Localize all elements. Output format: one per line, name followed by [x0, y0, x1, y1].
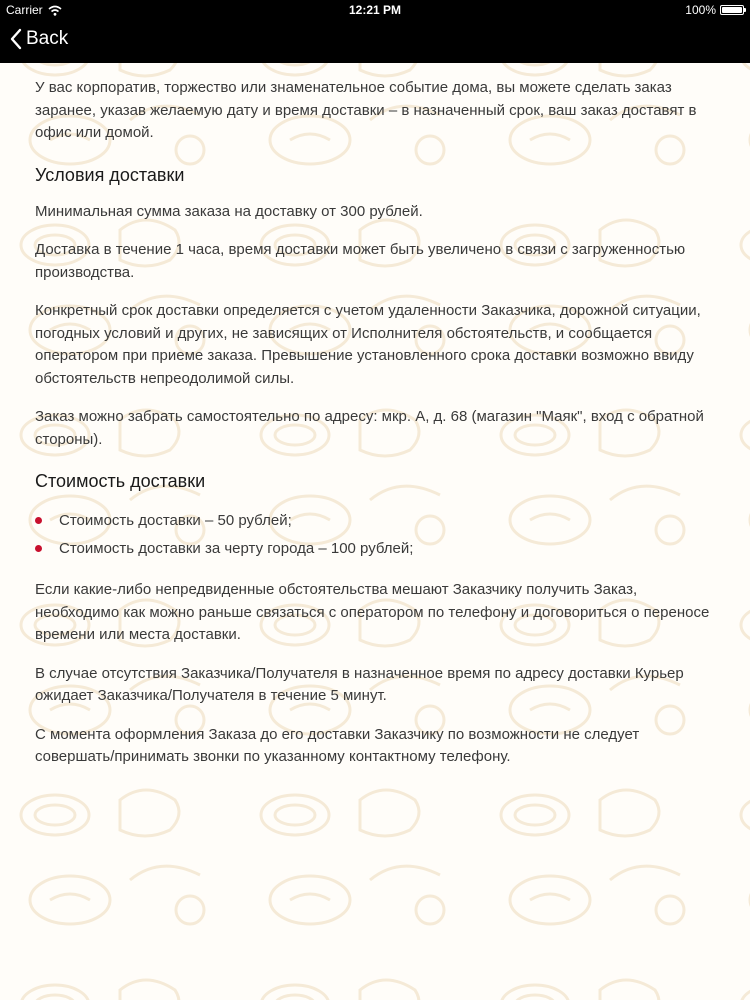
cost-item-text: Стоимость доставки – 50 рублей;: [59, 512, 292, 529]
cost-heading: Стоимость доставки: [35, 471, 206, 491]
status-bar: [0, 0, 750, 20]
back-label: Back: [26, 28, 69, 49]
calls-text: С момента оформления Заказа до его доставки Заказчику по возможности не следует совершать/принимать звонки по указанному контактному телефону.: [35, 725, 640, 765]
navigation-bar: [0, 20, 750, 63]
carrier-label: Carrier: [6, 3, 43, 17]
specific-time-text: Конкретный срок доставки определяется с учетом удаленности Заказчика, дорожной ситуации, погодных условий и других, не зависящих от Исполнителя обстоятельств, и сообщается оператором при приеме заказа. Превышение установленного срока доставки возможно ввиду обстоятельств непреодолимой силы.: [35, 302, 701, 387]
list-item: [35, 535, 715, 563]
bullet-icon: [35, 517, 42, 524]
clock: 12:21 PM: [348, 3, 402, 17]
min-order-text: Минимальная сумма заказа на доставку от 300 рублей.: [35, 202, 423, 220]
conditions-heading: Условия доставки: [35, 164, 185, 185]
unforeseen-text: Если какие-либо непредвиденные обстоятельства мешают Заказчику получить Заказ, необходимо как можно раньше связаться с оператором по телефону и договориться о переносе времени или места доставки.: [35, 581, 710, 643]
delivery-info-content: [35, 77, 715, 785]
cost-item-text: Стоимость доставки за черту города – 100 рублей;: [59, 540, 414, 557]
intro-text: У вас корпоратив, торжество или знаменательное событие дома, вы можете сделать заказ заранее, указав желаемую дату и время доставки – в назначенный срок, ваш заказ доставят в офис или домой.: [35, 79, 697, 141]
battery-indicator: [685, 3, 744, 17]
list-item: [35, 507, 715, 535]
cost-list: [35, 507, 715, 563]
bullet-icon: [35, 545, 42, 552]
absence-text: В случае отсутствия Заказчика/Получателя в назначенное время по адресу доставки Курьер ожидает Заказчика/Получателя в течение 5 минут.: [35, 664, 684, 704]
chevron-left-icon: [10, 28, 22, 50]
delivery-time-text: Доставка в течение 1 часа, время доставки может быть увеличено в связи с загруженностью производства.: [35, 241, 686, 281]
back-button[interactable]: [10, 28, 68, 50]
battery-icon: [720, 5, 744, 15]
pickup-text: Заказ можно забрать самостоятельно по адресу: мкр. А, д. 68 (магазин "Маяк", вход с обратной стороны).: [35, 408, 704, 448]
battery-percent: 100%: [685, 3, 716, 17]
